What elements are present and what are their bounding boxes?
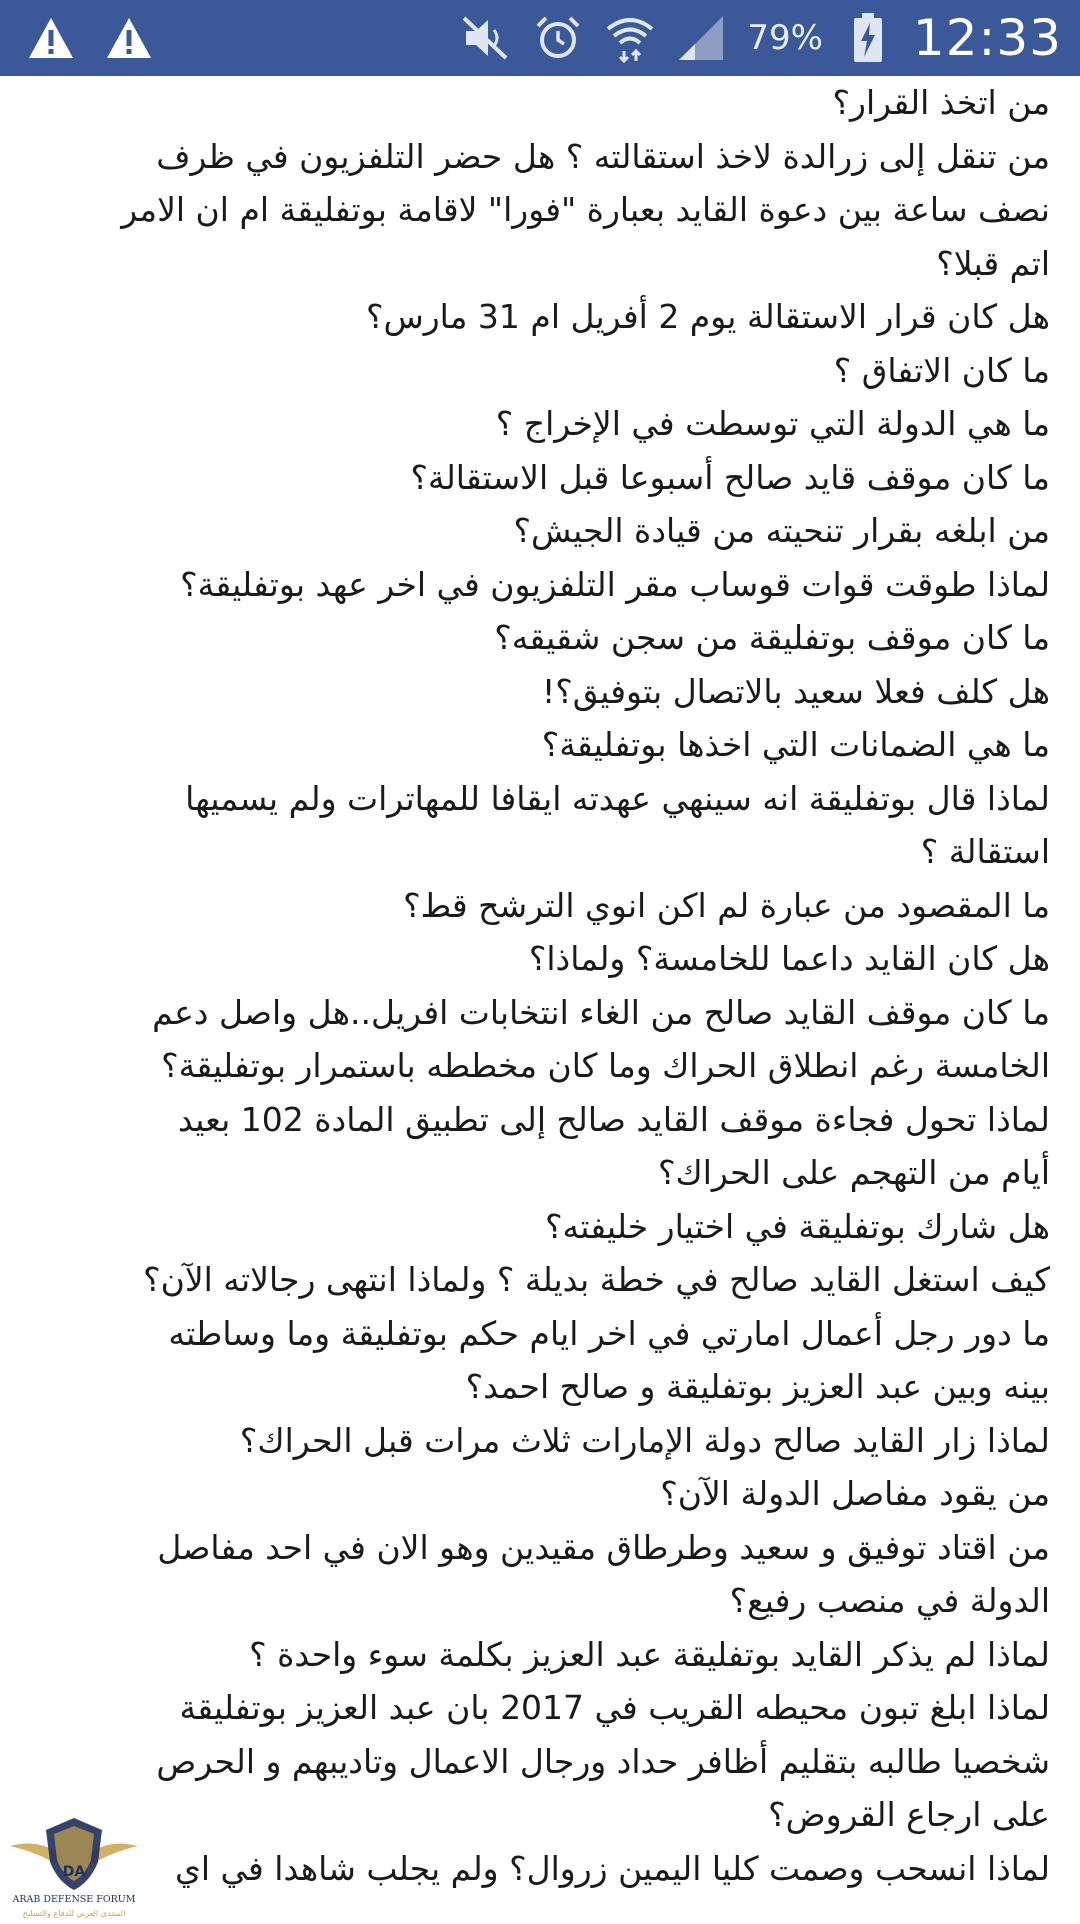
text-line: من تنقل إلى زرالدة لاخذ استقالته ؟ هل حضر التلفزيون في ظرف bbox=[156, 136, 1050, 176]
text-line: من ابلغه بقرار تنحيته من قيادة الجيش؟ bbox=[513, 511, 1050, 550]
text-line: هل شارك بوتفليقة في اختيار خليفته؟ bbox=[545, 1206, 1050, 1246]
text-line: بينه وبين عبد العزيز بوتفليقة و صالح احمد؟ bbox=[465, 1367, 1050, 1406]
post-text bbox=[0, 76, 1080, 1895]
wifi-icon bbox=[603, 11, 657, 65]
battery-charging-icon bbox=[841, 11, 895, 65]
text-line: الخامسة رغم انطلاق الحراك وما كان مخططه باستمرار بوتفليقة؟ bbox=[161, 1046, 1050, 1085]
warning-icon bbox=[24, 11, 78, 65]
text-line: لماذا تحول فجاءة موقف القايد صالح إلى تطبيق المادة 102 بعيد bbox=[177, 1099, 1050, 1139]
text-line: من اقتاد توفيق و سعيد وطرطاق مقيدين وهو الان في احد مفاصل bbox=[157, 1527, 1050, 1567]
warning-icon bbox=[102, 11, 156, 65]
text-line: استقالة ؟ bbox=[920, 832, 1050, 871]
text-line: على ارجاع القروض؟ bbox=[768, 1795, 1050, 1834]
text-line: ما كان موقف قايد صالح أسبوعا قبل الاستقالة؟ bbox=[410, 457, 1050, 497]
text-line: كيف استغل القايد صالح في خطة بديلة ؟ ولماذا انتهى رجالاته الآن؟ bbox=[143, 1260, 1050, 1299]
signal-icon bbox=[675, 11, 729, 65]
text-line: لماذا ابلغ تبون محيطه القريب في 2017 بان عبد العزيز بوتفليقة bbox=[179, 1688, 1050, 1727]
text-line: لماذا انسحب وصمت كليا اليمين زروال؟ ولم يجلب شاهدا في اي bbox=[175, 1848, 1050, 1888]
text-line: لماذا طوقت قوات قوساب مقر التلفزيون في اخر عهد بوتفليقة؟ bbox=[180, 564, 1050, 604]
text-line: ما كان موقف القايد صالح من الغاء انتخابات افريل..هل واصل دعم bbox=[152, 992, 1050, 1032]
status-bar-right bbox=[459, 9, 1062, 67]
logo-name: ARAB DEFENSE FORUM bbox=[12, 1894, 136, 1905]
logo-abbr: DA bbox=[62, 1864, 86, 1880]
logo-arabic-name: المنتدى العربي للدفاع والتسليح bbox=[22, 1909, 126, 1918]
text-line: أيام من التهجم على الحراك؟ bbox=[658, 1153, 1050, 1192]
text-line: من اتخذ القرار؟ bbox=[832, 83, 1050, 122]
forum-logo-watermark bbox=[6, 1812, 142, 1920]
text-line: ما دور رجل أعمال امارتي في اخر ايام حكم بوتفليقة وما وساطته bbox=[168, 1313, 1050, 1353]
post-content bbox=[0, 76, 1080, 1920]
text-line: ما المقصود من عبارة لم اكن انوي الترشح قط؟ bbox=[403, 885, 1050, 925]
text-line: هل كان القايد داعما للخامسة؟ ولماذا؟ bbox=[528, 939, 1050, 978]
clock: 12:33 bbox=[912, 9, 1062, 67]
text-line: ما كان موقف بوتفليقة من سجن شقيقه؟ bbox=[494, 618, 1050, 657]
text-line: ما هي الدولة التي توسطت في الإخراج ؟ bbox=[495, 404, 1050, 443]
text-line: لماذا لم يذكر القايد بوتفليقة عبد العزيز بكلمة سوء واحدة ؟ bbox=[249, 1634, 1050, 1674]
text-line: نصف ساعة بين دعوة القايد بعبارة "فورا" لاقامة بوتفليقة ام ان الامر bbox=[121, 190, 1050, 229]
text-line: الدولة في منصب رفيع؟ bbox=[729, 1581, 1050, 1620]
text-line: هل كلف فعلا سعيد بالاتصال بتوفيق؟! bbox=[542, 671, 1050, 711]
status-bar bbox=[0, 0, 1080, 76]
alarm-icon bbox=[531, 11, 585, 65]
text-line: لماذا زار القايد صالح دولة الإمارات ثلاث مرات قبل الحراك؟ bbox=[239, 1420, 1050, 1460]
mute-icon bbox=[459, 11, 513, 65]
text-line: لماذا قال بوتفليقة انه سينهي عهدته ايقافا للمهاترات ولم يسميها bbox=[185, 778, 1050, 818]
text-line: هل كان قرار الاستقالة يوم 2 أفريل ام 31 مارس؟ bbox=[365, 297, 1050, 336]
text-line: شخصيا طالبه بتقليم أظافر حداد ورجال الاعمال وتاديبهم و الحرص bbox=[156, 1741, 1050, 1781]
text-line: ما هي الضمانات التي اخذها بوتفليقة؟ bbox=[541, 725, 1050, 764]
text-line: اتم قبلا؟ bbox=[936, 243, 1050, 283]
text-line: ما كان الاتفاق ؟ bbox=[833, 350, 1050, 390]
status-bar-left bbox=[24, 11, 156, 65]
text-line: من يقود مفاصل الدولة الآن؟ bbox=[660, 1474, 1050, 1513]
battery-percent: 79% bbox=[747, 18, 823, 58]
